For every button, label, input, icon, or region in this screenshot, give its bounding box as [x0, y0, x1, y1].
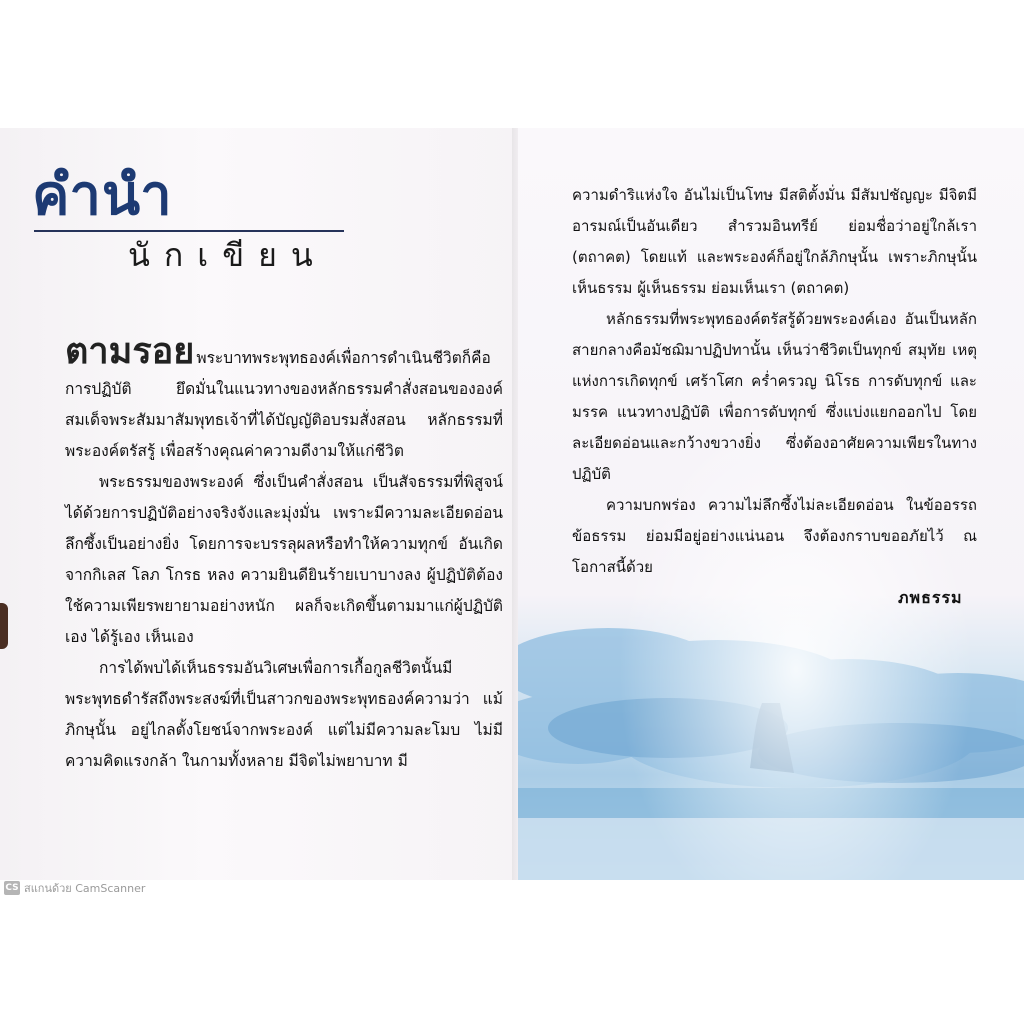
- paragraph: ความบกพร่อง ความไม่ลึกซึ้งไม่ละเอียดอ่อน ในข้ออรรถข้อธรรม ย่อมมีอยู่อย่างแน่นอน จึงต้องกราบขออภัยไว้ ณ โอกาสนี้ด้วย: [572, 496, 977, 576]
- author-signature: ภพธรรม: [898, 588, 963, 607]
- paragraph: ความดำริแห่งใจ อันไม่เป็นโทษ มีสติตั้งมั่น มีสัมปชัญญะ มีจิตมีอารมณ์เป็นอันเดียว สำรวมอินทรีย์ ย่อมชื่อว่าอยู่ใกล้เรา (ตถาคต) โดยแท้ และพระองค์ก็อยู่ใกล้ภิกษุนั้น เพราะภิกษุนั้นเห็นธรรม ผู้เห็นธรรม ย่อมเห็นเรา (ตถาคต): [572, 186, 977, 297]
- title-underline: [34, 230, 344, 232]
- page-title: คำนำ: [32, 163, 173, 228]
- dropcap-text: ตามรอย: [65, 331, 195, 372]
- right-body-text: [572, 180, 977, 583]
- scanner-watermark: [4, 879, 145, 897]
- paragraph: [65, 331, 503, 467]
- watermark-text: สแกนด้วย CamScanner: [24, 882, 146, 895]
- paragraph: หลักธรรมที่พระพุทธองค์ตรัสรู้ด้วยพระองค์เอง อันเป็นหลักสายกลางคือมัชฌิมาปฏิปทานั้น เห็นว่าชีวิตเป็นทุกข์ สมุทัย เหตุแห่งการเกิดทุกข์ เศร้าโศก คร่ำครวญ นิโรธ การดับทุกข์ และมรรค แนวทางปฏิบัติ เพื่อการดับทุกข์ ซึ่งแบ่งแยกออกไป โดยละเอียดอ่อนและกว้างขวางยิ่ง ซึ่งต้องอาศัยความเพียรในทางปฏิบัติ: [572, 310, 977, 483]
- page-edge-mark: [0, 603, 8, 649]
- paragraph-text: พระบาทพระพุทธองค์เพื่อการดำเนินชีวิตก็คือ การปฏิบัติ ยึดมั่นในแนวทางของหลักธรรมคำสั่งสอนขององค์สมเด็จพระสัมมาสัมพุทธเจ้าที่ได้บัญญัติอบรมสั่งสอน หลักธรรมที่พระองค์ตรัสรู้ เพื่อสร้างคุณค่าความดีงามให้แก่ชีวิต: [65, 349, 503, 460]
- paragraph: การได้พบได้เห็นธรรมอันวิเศษเพื่อการเกื้อกูลชีวิตนั้นมีพระพุทธดำรัสถึงพระสงฆ์ที่เป็นสาวกของพระพุทธองค์ความว่า แม้ภิกษุนั้น อยู่ไกลตั้งโยชน์จากพระองค์ แต่ไม่มีความละโมบ ไม่มีความคิดแรงกล้า ในกามทั้งหลาย มีจิตไม่พยาบาท มี: [65, 659, 503, 770]
- camscanner-logo-icon: CS: [5, 883, 19, 893]
- left-body-text: [65, 331, 503, 777]
- page-subtitle: นักเขียน: [128, 236, 327, 274]
- paragraph: พระธรรมของพระองค์ ซึ่งเป็นคำสั่งสอน เป็นสัจธรรมที่พิสูจน์ได้ด้วยการปฏิบัติอย่างจริงจังและมุ่งมั่น เพราะมีความละเอียดอ่อนลึกซึ้งเป็นอย่างยิ่ง โดยการจะบรรลุผลหรือทำให้ความทุกข์ อันเกิดจากกิเลส โลภ โกรธ หลง ความยินดียินร้ายเบาบางลง ผู้ปฏิบัติต้องใช้ความเพียรพยายามอย่างหนัก ผลก็จะเกิดขึ้นตามมาแก่ผู้ปฏิบัติเอง ได้รู้เอง เห็นเอง: [65, 473, 503, 646]
